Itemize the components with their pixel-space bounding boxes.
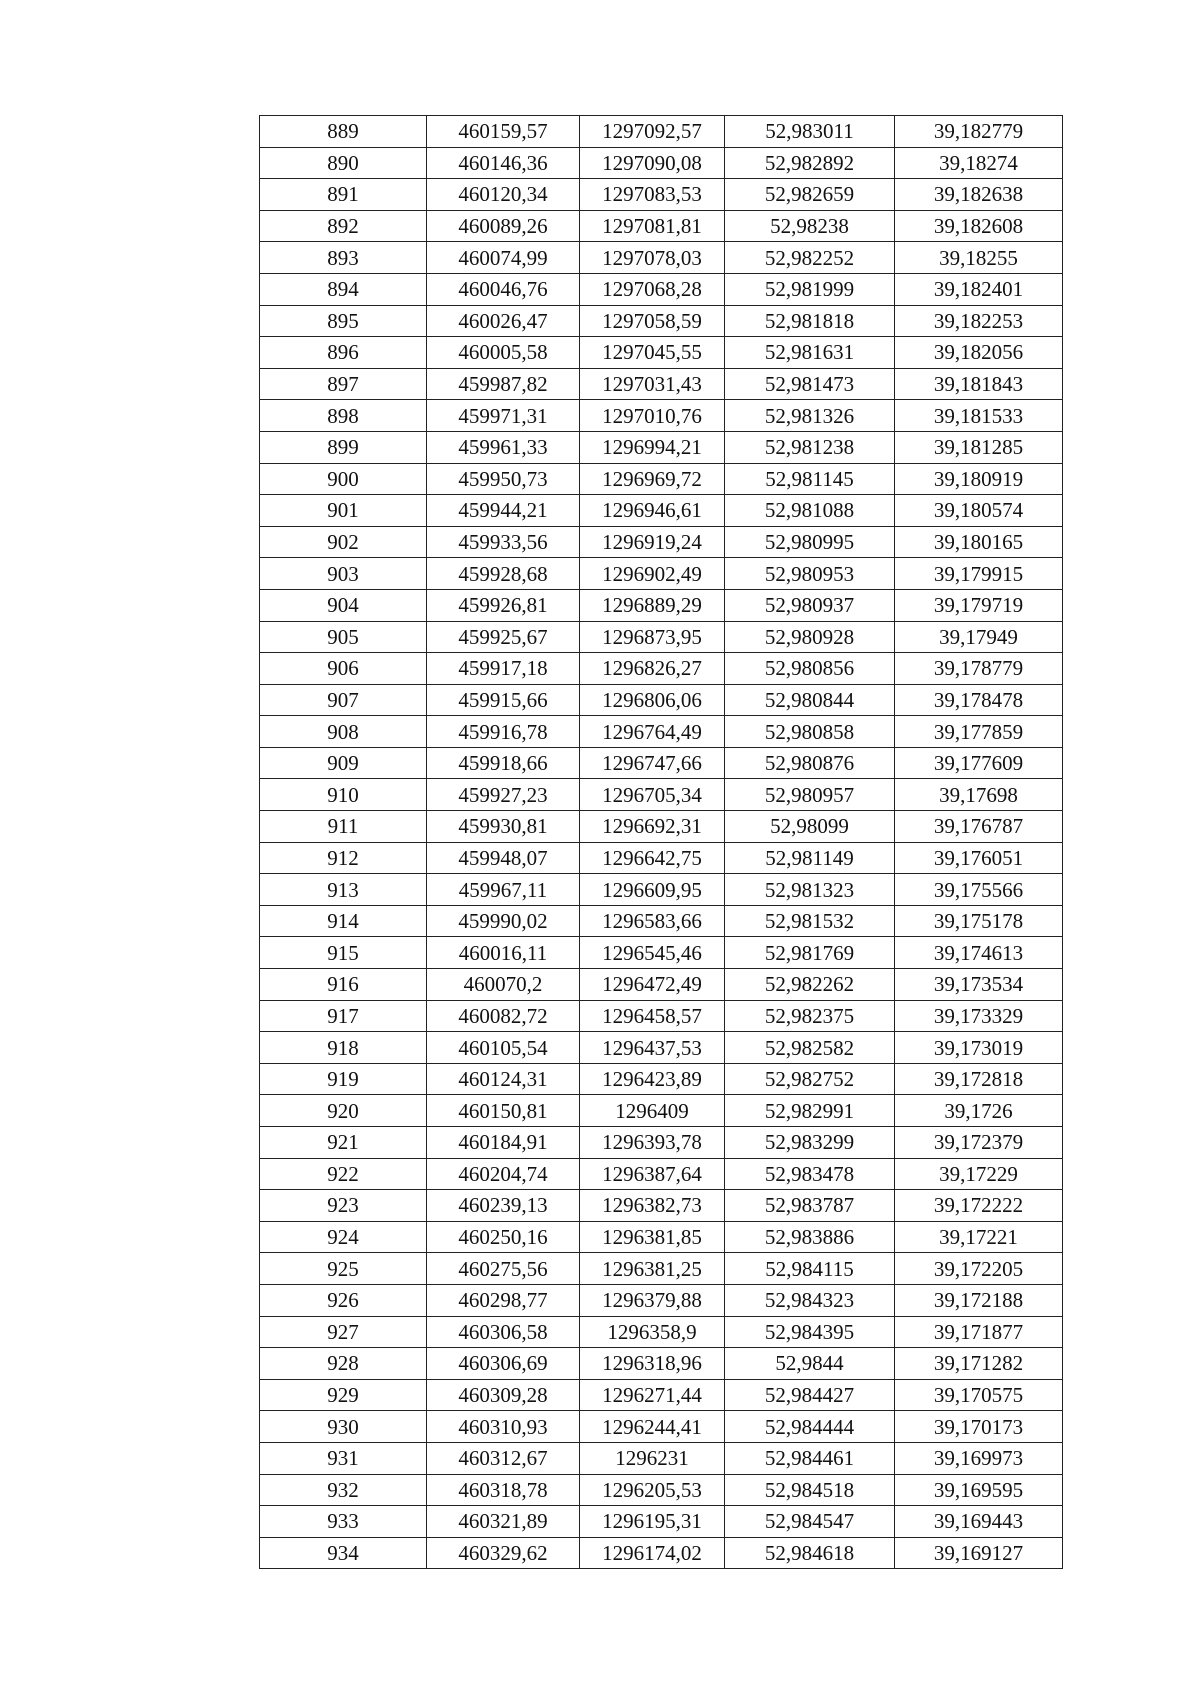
latitude-cell: 52,981818 (725, 305, 895, 337)
table-row (260, 969, 1063, 1001)
latitude-cell: 52,983886 (725, 1221, 895, 1253)
latitude-cell: 52,984115 (725, 1253, 895, 1285)
point-number-cell: 905 (260, 621, 427, 653)
longitude-cell: 39,181533 (895, 400, 1063, 432)
longitude-cell: 39,172205 (895, 1253, 1063, 1285)
latitude-cell: 52,982375 (725, 1000, 895, 1032)
latitude-cell: 52,981769 (725, 937, 895, 969)
table-row (260, 1506, 1063, 1538)
longitude-cell: 39,177859 (895, 716, 1063, 748)
y-coordinate-cell: 1297045,55 (580, 337, 725, 369)
table-row (260, 747, 1063, 779)
point-number-cell: 894 (260, 273, 427, 305)
table-row (260, 842, 1063, 874)
table-row (260, 1158, 1063, 1190)
longitude-cell: 39,172379 (895, 1127, 1063, 1159)
latitude-cell: 52,982991 (725, 1095, 895, 1127)
x-coordinate-cell: 459930,81 (427, 811, 580, 843)
longitude-cell: 39,182779 (895, 116, 1063, 148)
x-coordinate-cell: 460146,36 (427, 147, 580, 179)
longitude-cell: 39,173534 (895, 969, 1063, 1001)
longitude-cell: 39,179915 (895, 558, 1063, 590)
y-coordinate-cell: 1296806,06 (580, 684, 725, 716)
latitude-cell: 52,982582 (725, 1032, 895, 1064)
point-number-cell: 919 (260, 1063, 427, 1095)
table-row (260, 242, 1063, 274)
table-row (260, 1537, 1063, 1569)
table-row (260, 1379, 1063, 1411)
point-number-cell: 909 (260, 747, 427, 779)
longitude-cell: 39,1726 (895, 1095, 1063, 1127)
table-row (260, 337, 1063, 369)
longitude-cell: 39,18274 (895, 147, 1063, 179)
y-coordinate-cell: 1296458,57 (580, 1000, 725, 1032)
point-number-cell: 891 (260, 179, 427, 211)
longitude-cell: 39,182638 (895, 179, 1063, 211)
point-number-cell: 893 (260, 242, 427, 274)
y-coordinate-cell: 1296873,95 (580, 621, 725, 653)
longitude-cell: 39,177609 (895, 747, 1063, 779)
y-coordinate-cell: 1297058,59 (580, 305, 725, 337)
y-coordinate-cell: 1296244,41 (580, 1411, 725, 1443)
table-row (260, 558, 1063, 590)
latitude-cell: 52,984444 (725, 1411, 895, 1443)
longitude-cell: 39,18255 (895, 242, 1063, 274)
point-number-cell: 931 (260, 1442, 427, 1474)
x-coordinate-cell: 459925,67 (427, 621, 580, 653)
x-coordinate-cell: 460070,2 (427, 969, 580, 1001)
table-row (260, 1474, 1063, 1506)
x-coordinate-cell: 459990,02 (427, 905, 580, 937)
latitude-cell: 52,984547 (725, 1506, 895, 1538)
longitude-cell: 39,181285 (895, 431, 1063, 463)
point-number-cell: 912 (260, 842, 427, 874)
point-number-cell: 901 (260, 495, 427, 527)
x-coordinate-cell: 460016,11 (427, 937, 580, 969)
x-coordinate-cell: 460089,26 (427, 210, 580, 242)
point-number-cell: 904 (260, 589, 427, 621)
table-row (260, 589, 1063, 621)
longitude-cell: 39,178478 (895, 684, 1063, 716)
longitude-cell: 39,169443 (895, 1506, 1063, 1538)
y-coordinate-cell: 1296472,49 (580, 969, 725, 1001)
x-coordinate-cell: 460298,77 (427, 1284, 580, 1316)
point-number-cell: 921 (260, 1127, 427, 1159)
y-coordinate-cell: 1296174,02 (580, 1537, 725, 1569)
latitude-cell: 52,982262 (725, 969, 895, 1001)
longitude-cell: 39,181843 (895, 368, 1063, 400)
longitude-cell: 39,171877 (895, 1316, 1063, 1348)
x-coordinate-cell: 459933,56 (427, 526, 580, 558)
latitude-cell: 52,983011 (725, 116, 895, 148)
longitude-cell: 39,169127 (895, 1537, 1063, 1569)
x-coordinate-cell: 460124,31 (427, 1063, 580, 1095)
latitude-cell: 52,982892 (725, 147, 895, 179)
longitude-cell: 39,17229 (895, 1158, 1063, 1190)
point-number-cell: 900 (260, 463, 427, 495)
x-coordinate-cell: 460150,81 (427, 1095, 580, 1127)
latitude-cell: 52,980953 (725, 558, 895, 590)
y-coordinate-cell: 1296381,85 (580, 1221, 725, 1253)
point-number-cell: 889 (260, 116, 427, 148)
table-row (260, 621, 1063, 653)
longitude-cell: 39,175178 (895, 905, 1063, 937)
point-number-cell: 898 (260, 400, 427, 432)
x-coordinate-cell: 459926,81 (427, 589, 580, 621)
table-row (260, 1411, 1063, 1443)
table-row (260, 463, 1063, 495)
x-coordinate-cell: 459916,78 (427, 716, 580, 748)
latitude-cell: 52,981326 (725, 400, 895, 432)
y-coordinate-cell: 1297078,03 (580, 242, 725, 274)
table-row (260, 874, 1063, 906)
longitude-cell: 39,169595 (895, 1474, 1063, 1506)
point-number-cell: 899 (260, 431, 427, 463)
y-coordinate-cell: 1296437,53 (580, 1032, 725, 1064)
x-coordinate-cell: 460309,28 (427, 1379, 580, 1411)
longitude-cell: 39,176051 (895, 842, 1063, 874)
latitude-cell: 52,981238 (725, 431, 895, 463)
x-coordinate-cell: 459927,23 (427, 779, 580, 811)
table-row (260, 147, 1063, 179)
y-coordinate-cell: 1296969,72 (580, 463, 725, 495)
latitude-cell: 52,98238 (725, 210, 895, 242)
table-row (260, 716, 1063, 748)
x-coordinate-cell: 460306,58 (427, 1316, 580, 1348)
table-row (260, 431, 1063, 463)
table-row (260, 684, 1063, 716)
x-coordinate-cell: 460105,54 (427, 1032, 580, 1064)
table-row (260, 1284, 1063, 1316)
point-number-cell: 911 (260, 811, 427, 843)
table-row (260, 1221, 1063, 1253)
point-number-cell: 906 (260, 653, 427, 685)
y-coordinate-cell: 1296609,95 (580, 874, 725, 906)
y-coordinate-cell: 1296994,21 (580, 431, 725, 463)
latitude-cell: 52,984427 (725, 1379, 895, 1411)
point-number-cell: 914 (260, 905, 427, 937)
y-coordinate-cell: 1297031,43 (580, 368, 725, 400)
x-coordinate-cell: 459928,68 (427, 558, 580, 590)
point-number-cell: 933 (260, 1506, 427, 1538)
table-row (260, 1095, 1063, 1127)
latitude-cell: 52,981145 (725, 463, 895, 495)
x-coordinate-cell: 459987,82 (427, 368, 580, 400)
point-number-cell: 918 (260, 1032, 427, 1064)
x-coordinate-cell: 460159,57 (427, 116, 580, 148)
x-coordinate-cell: 460329,62 (427, 1537, 580, 1569)
latitude-cell: 52,984395 (725, 1316, 895, 1348)
point-number-cell: 896 (260, 337, 427, 369)
point-number-cell: 897 (260, 368, 427, 400)
longitude-cell: 39,173329 (895, 1000, 1063, 1032)
table-row (260, 116, 1063, 148)
y-coordinate-cell: 1296705,34 (580, 779, 725, 811)
table-row (260, 368, 1063, 400)
x-coordinate-cell: 460184,91 (427, 1127, 580, 1159)
point-number-cell: 910 (260, 779, 427, 811)
longitude-cell: 39,180165 (895, 526, 1063, 558)
y-coordinate-cell: 1296764,49 (580, 716, 725, 748)
point-number-cell: 927 (260, 1316, 427, 1348)
longitude-cell: 39,173019 (895, 1032, 1063, 1064)
y-coordinate-cell: 1296318,96 (580, 1348, 725, 1380)
longitude-cell: 39,180919 (895, 463, 1063, 495)
y-coordinate-cell: 1296379,88 (580, 1284, 725, 1316)
y-coordinate-cell: 1296946,61 (580, 495, 725, 527)
longitude-cell: 39,170173 (895, 1411, 1063, 1443)
point-number-cell: 890 (260, 147, 427, 179)
y-coordinate-cell: 1297083,53 (580, 179, 725, 211)
point-number-cell: 930 (260, 1411, 427, 1443)
table-row (260, 210, 1063, 242)
point-number-cell: 892 (260, 210, 427, 242)
y-coordinate-cell: 1296919,24 (580, 526, 725, 558)
x-coordinate-cell: 459961,33 (427, 431, 580, 463)
x-coordinate-cell: 460204,74 (427, 1158, 580, 1190)
point-number-cell: 907 (260, 684, 427, 716)
x-coordinate-cell: 460082,72 (427, 1000, 580, 1032)
y-coordinate-cell: 1296692,31 (580, 811, 725, 843)
y-coordinate-cell: 1296387,64 (580, 1158, 725, 1190)
latitude-cell: 52,98099 (725, 811, 895, 843)
table-row (260, 811, 1063, 843)
y-coordinate-cell: 1296231 (580, 1442, 725, 1474)
y-coordinate-cell: 1296545,46 (580, 937, 725, 969)
longitude-cell: 39,17221 (895, 1221, 1063, 1253)
y-coordinate-cell: 1296583,66 (580, 905, 725, 937)
latitude-cell: 52,980957 (725, 779, 895, 811)
latitude-cell: 52,980995 (725, 526, 895, 558)
point-number-cell: 928 (260, 1348, 427, 1380)
y-coordinate-cell: 1296409 (580, 1095, 725, 1127)
x-coordinate-cell: 460239,13 (427, 1190, 580, 1222)
latitude-cell: 52,984518 (725, 1474, 895, 1506)
x-coordinate-cell: 460046,76 (427, 273, 580, 305)
latitude-cell: 52,983299 (725, 1127, 895, 1159)
longitude-cell: 39,179719 (895, 589, 1063, 621)
x-coordinate-cell: 460026,47 (427, 305, 580, 337)
x-coordinate-cell: 460275,56 (427, 1253, 580, 1285)
table-row (260, 526, 1063, 558)
latitude-cell: 52,980858 (725, 716, 895, 748)
y-coordinate-cell: 1297090,08 (580, 147, 725, 179)
y-coordinate-cell: 1296423,89 (580, 1063, 725, 1095)
latitude-cell: 52,9844 (725, 1348, 895, 1380)
longitude-cell: 39,178779 (895, 653, 1063, 685)
y-coordinate-cell: 1297068,28 (580, 273, 725, 305)
latitude-cell: 52,981149 (725, 842, 895, 874)
table-row (260, 779, 1063, 811)
latitude-cell: 52,981532 (725, 905, 895, 937)
table-row (260, 937, 1063, 969)
latitude-cell: 52,982659 (725, 179, 895, 211)
x-coordinate-cell: 459915,66 (427, 684, 580, 716)
x-coordinate-cell: 460321,89 (427, 1506, 580, 1538)
table-row (260, 1316, 1063, 1348)
x-coordinate-cell: 459971,31 (427, 400, 580, 432)
longitude-cell: 39,182401 (895, 273, 1063, 305)
y-coordinate-cell: 1297092,57 (580, 116, 725, 148)
x-coordinate-cell: 460074,99 (427, 242, 580, 274)
coordinates-table (259, 115, 1063, 1569)
latitude-cell: 52,980937 (725, 589, 895, 621)
y-coordinate-cell: 1296826,27 (580, 653, 725, 685)
latitude-cell: 52,982752 (725, 1063, 895, 1095)
longitude-cell: 39,182056 (895, 337, 1063, 369)
latitude-cell: 52,984323 (725, 1284, 895, 1316)
table-row (260, 905, 1063, 937)
longitude-cell: 39,17698 (895, 779, 1063, 811)
point-number-cell: 932 (260, 1474, 427, 1506)
x-coordinate-cell: 459967,11 (427, 874, 580, 906)
y-coordinate-cell: 1296382,73 (580, 1190, 725, 1222)
longitude-cell: 39,172222 (895, 1190, 1063, 1222)
x-coordinate-cell: 460250,16 (427, 1221, 580, 1253)
latitude-cell: 52,983478 (725, 1158, 895, 1190)
latitude-cell: 52,980844 (725, 684, 895, 716)
longitude-cell: 39,17949 (895, 621, 1063, 653)
table-row (260, 1442, 1063, 1474)
table-row (260, 1063, 1063, 1095)
x-coordinate-cell: 459948,07 (427, 842, 580, 874)
longitude-cell: 39,175566 (895, 874, 1063, 906)
longitude-cell: 39,182253 (895, 305, 1063, 337)
y-coordinate-cell: 1297010,76 (580, 400, 725, 432)
latitude-cell: 52,981631 (725, 337, 895, 369)
table-row (260, 495, 1063, 527)
point-number-cell: 920 (260, 1095, 427, 1127)
point-number-cell: 903 (260, 558, 427, 590)
longitude-cell: 39,169973 (895, 1442, 1063, 1474)
latitude-cell: 52,982252 (725, 242, 895, 274)
y-coordinate-cell: 1296271,44 (580, 1379, 725, 1411)
y-coordinate-cell: 1296358,9 (580, 1316, 725, 1348)
table-row (260, 1000, 1063, 1032)
latitude-cell: 52,981999 (725, 273, 895, 305)
point-number-cell: 902 (260, 526, 427, 558)
longitude-cell: 39,180574 (895, 495, 1063, 527)
point-number-cell: 922 (260, 1158, 427, 1190)
latitude-cell: 52,981323 (725, 874, 895, 906)
table-row (260, 305, 1063, 337)
y-coordinate-cell: 1296381,25 (580, 1253, 725, 1285)
x-coordinate-cell: 460120,34 (427, 179, 580, 211)
point-number-cell: 913 (260, 874, 427, 906)
y-coordinate-cell: 1296642,75 (580, 842, 725, 874)
y-coordinate-cell: 1297081,81 (580, 210, 725, 242)
longitude-cell: 39,176787 (895, 811, 1063, 843)
table-row (260, 653, 1063, 685)
latitude-cell: 52,980876 (725, 747, 895, 779)
x-coordinate-cell: 460306,69 (427, 1348, 580, 1380)
table-row (260, 1032, 1063, 1064)
latitude-cell: 52,980856 (725, 653, 895, 685)
point-number-cell: 934 (260, 1537, 427, 1569)
point-number-cell: 908 (260, 716, 427, 748)
point-number-cell: 926 (260, 1284, 427, 1316)
y-coordinate-cell: 1296393,78 (580, 1127, 725, 1159)
longitude-cell: 39,172818 (895, 1063, 1063, 1095)
table-row (260, 1348, 1063, 1380)
latitude-cell: 52,984618 (725, 1537, 895, 1569)
x-coordinate-cell: 460310,93 (427, 1411, 580, 1443)
x-coordinate-cell: 460312,67 (427, 1442, 580, 1474)
x-coordinate-cell: 460005,58 (427, 337, 580, 369)
table-row (260, 1127, 1063, 1159)
latitude-cell: 52,984461 (725, 1442, 895, 1474)
x-coordinate-cell: 460318,78 (427, 1474, 580, 1506)
table-row (260, 1190, 1063, 1222)
longitude-cell: 39,171282 (895, 1348, 1063, 1380)
x-coordinate-cell: 459950,73 (427, 463, 580, 495)
table-row (260, 179, 1063, 211)
longitude-cell: 39,170575 (895, 1379, 1063, 1411)
y-coordinate-cell: 1296195,31 (580, 1506, 725, 1538)
x-coordinate-cell: 459917,18 (427, 653, 580, 685)
x-coordinate-cell: 459918,66 (427, 747, 580, 779)
point-number-cell: 916 (260, 969, 427, 1001)
point-number-cell: 915 (260, 937, 427, 969)
coordinates-table-body (260, 116, 1063, 1569)
longitude-cell: 39,172188 (895, 1284, 1063, 1316)
longitude-cell: 39,174613 (895, 937, 1063, 969)
point-number-cell: 895 (260, 305, 427, 337)
y-coordinate-cell: 1296889,29 (580, 589, 725, 621)
point-number-cell: 917 (260, 1000, 427, 1032)
y-coordinate-cell: 1296902,49 (580, 558, 725, 590)
point-number-cell: 925 (260, 1253, 427, 1285)
table-row (260, 1253, 1063, 1285)
latitude-cell: 52,983787 (725, 1190, 895, 1222)
point-number-cell: 923 (260, 1190, 427, 1222)
table-row (260, 273, 1063, 305)
latitude-cell: 52,981473 (725, 368, 895, 400)
longitude-cell: 39,182608 (895, 210, 1063, 242)
latitude-cell: 52,980928 (725, 621, 895, 653)
y-coordinate-cell: 1296205,53 (580, 1474, 725, 1506)
y-coordinate-cell: 1296747,66 (580, 747, 725, 779)
x-coordinate-cell: 459944,21 (427, 495, 580, 527)
table-row (260, 400, 1063, 432)
point-number-cell: 929 (260, 1379, 427, 1411)
latitude-cell: 52,981088 (725, 495, 895, 527)
point-number-cell: 924 (260, 1221, 427, 1253)
